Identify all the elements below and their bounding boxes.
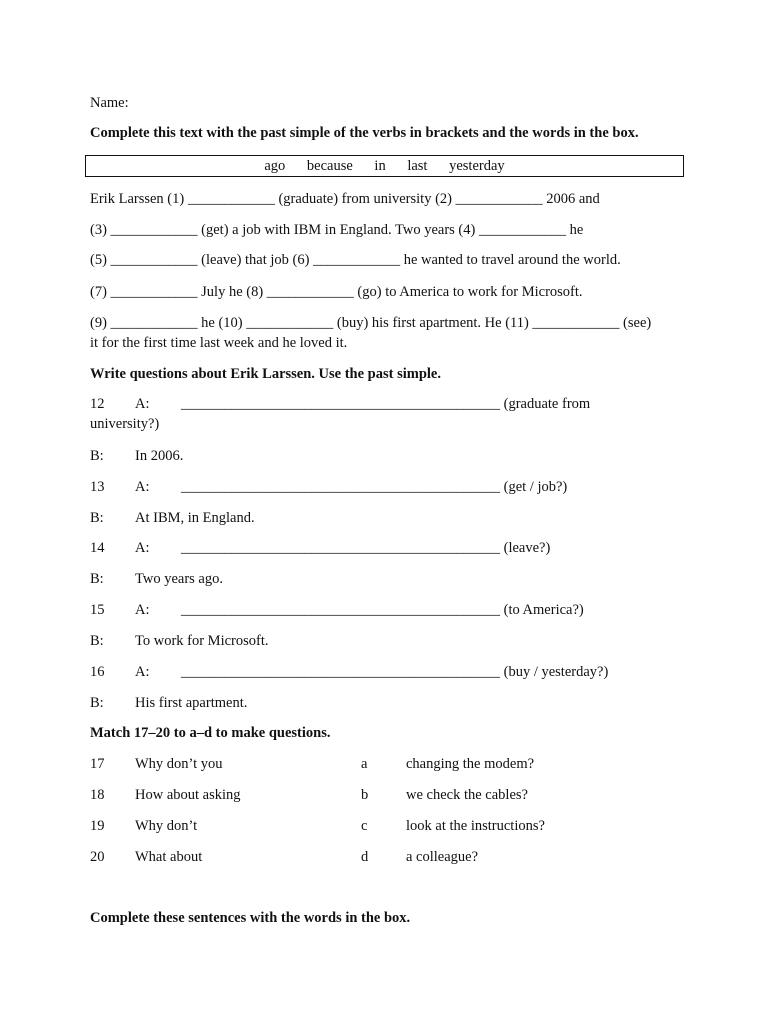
match-letter: d	[361, 849, 369, 865]
speaker-label: A:	[135, 396, 150, 412]
gap-fill-line: Erik Larssen (1) ____________ (graduate) from university (2) ____________ 2006 and	[90, 191, 600, 207]
word-box-item: last	[407, 158, 428, 174]
word-box-item: in	[374, 158, 386, 174]
question-number: 16	[90, 664, 105, 680]
question-prompt: ____________________________________________ (buy / yesterday?)	[181, 664, 609, 680]
question-prompt: ____________________________________________ (leave?)	[181, 540, 551, 556]
gap-fill-line: it for the first time last week and he loved it.	[90, 335, 348, 351]
match-left-text: Why don’t	[135, 818, 198, 834]
instruction-match: Match 17–20 to a–d to make questions.	[90, 725, 331, 741]
instruction-past-simple: Complete this text with the past simple of the verbs in brackets and the words in the box.	[90, 125, 639, 141]
speaker-label: A:	[135, 664, 150, 680]
question-number: 13	[90, 479, 105, 495]
match-right-text: a colleague?	[406, 849, 479, 865]
word-box-item: ago	[264, 158, 286, 174]
match-number: 18	[90, 787, 105, 803]
question-prompt: ____________________________________________ (get / job?)	[181, 479, 568, 495]
gap-fill-line: (5) ____________ (leave) that job (6) ____________ he wanted to travel around the world.	[90, 252, 621, 268]
match-number: 17	[90, 756, 105, 772]
answer-text: At IBM, in England.	[135, 510, 255, 526]
match-letter: b	[361, 787, 369, 803]
speaker-label: B:	[90, 695, 104, 711]
speaker-label: B:	[90, 571, 104, 587]
word-box	[85, 155, 684, 177]
match-letter: a	[361, 756, 368, 772]
word-box-item: because	[306, 158, 353, 174]
speaker-label: A:	[135, 602, 150, 618]
answer-text: To work for Microsoft.	[135, 633, 269, 649]
gap-fill-line: (9) ____________ he (10) ____________ (buy) his first apartment. He (11) ____________ (see)	[90, 315, 652, 331]
question-number: 14	[90, 540, 105, 556]
question-prompt-continued: university?)	[90, 416, 160, 432]
speaker-label: B:	[90, 510, 104, 526]
speaker-label: A:	[135, 540, 150, 556]
match-left-text: What about	[135, 849, 203, 865]
word-box-item: yesterday	[449, 158, 505, 174]
answer-text: In 2006.	[135, 448, 184, 464]
speaker-label: B:	[90, 633, 104, 649]
question-prompt: ____________________________________________ (graduate from	[181, 396, 591, 412]
match-right-text: look at the instructions?	[406, 818, 545, 834]
match-right-text: changing the modem?	[406, 756, 535, 772]
gap-fill-line: (3) ____________ (get) a job with IBM in England. Two years (4) ____________ he	[90, 222, 584, 238]
match-number: 19	[90, 818, 105, 834]
gap-fill-line: (7) ____________ July he (8) ____________ (go) to America to work for Microsoft.	[90, 284, 583, 300]
question-number: 15	[90, 602, 105, 618]
name-label: Name:	[90, 95, 129, 111]
answer-text: Two years ago.	[135, 571, 223, 587]
instruction-questions: Write questions about Erik Larssen. Use the past simple.	[90, 366, 441, 382]
instruction-complete-sentences: Complete these sentences with the words in the box.	[90, 910, 411, 926]
question-number: 12	[90, 396, 105, 412]
answer-text: His first apartment.	[135, 695, 248, 711]
question-prompt: ____________________________________________ (to America?)	[181, 602, 584, 618]
match-right-text: we check the cables?	[406, 787, 528, 803]
match-letter: c	[361, 818, 368, 834]
match-number: 20	[90, 849, 105, 865]
speaker-label: B:	[90, 448, 104, 464]
match-left-text: Why don’t you	[135, 756, 223, 772]
match-left-text: How about asking	[135, 787, 241, 803]
speaker-label: A:	[135, 479, 150, 495]
